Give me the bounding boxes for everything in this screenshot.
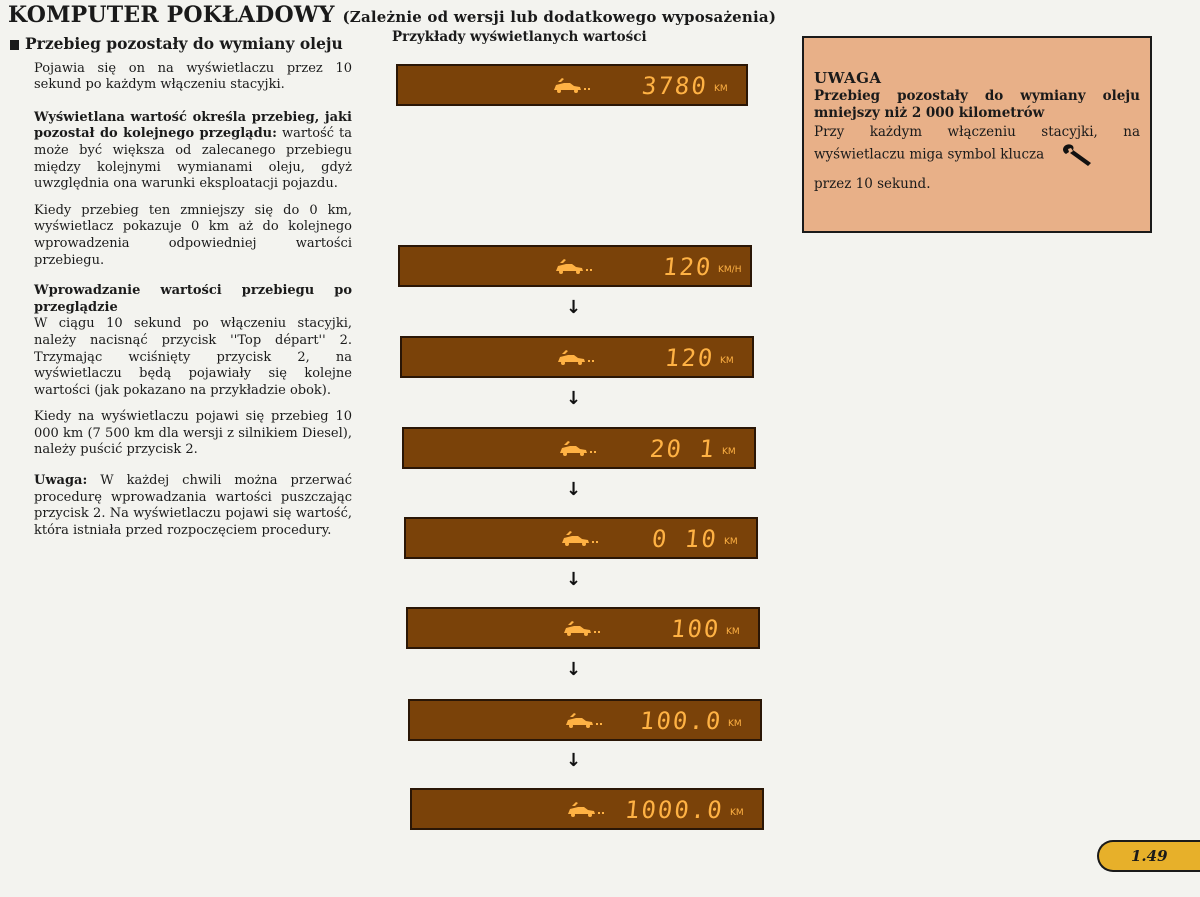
- lcd-display: [400, 336, 754, 378]
- lcd-display: [408, 699, 762, 741]
- paragraph-reset-procedure: W ciągu 10 sekund po włączeniu stacyjki, należy nacisnąć przycisk ''Top départ'' 2. Trzymając wciśnięty przycisk 2, na wyświetlaczu będą pojawiały się kolejne wartości (jak pokazano na przykładzie obok).: [34, 316, 352, 398]
- paragraph-caution: [34, 473, 352, 539]
- paragraph-value-meaning-text: wartość ta może być większa od zalecanego przebiegu między kolejnymi wymianami oleju, gdyż uwzględnia ona warunki eksploatacji pojazdu.: [34, 126, 352, 192]
- arrow-down-icon: ↓: [566, 297, 582, 318]
- lcd-value: 20 1: [648, 435, 718, 463]
- note-heading: UWAGA: [814, 69, 882, 87]
- paragraph-intro: Pojawia się on na wyświetlaczu przez 10 sekund po każdym włączeniu stacyjki.: [34, 60, 352, 93]
- note-text: [814, 122, 1140, 168]
- lcd-display: [404, 517, 758, 559]
- arrow-down-icon: ↓: [566, 569, 582, 590]
- paragraph-zero-km: Kiedy przebieg ten zmniejszy się do 0 km, wyświetlacz pokazuje 0 km aż do kolejnego wprowadzenia odpowiedniej wartości przebiegu.: [34, 202, 352, 268]
- subheading-reset: Wprowadzanie wartości przebiegu po przeglądzie: [34, 283, 352, 315]
- oil-service-car-icon: [550, 257, 594, 275]
- oil-service-car-icon: [562, 800, 606, 818]
- arrow-down-icon: ↓: [566, 750, 582, 771]
- lcd-value: 100: [669, 615, 722, 643]
- arrow-down-icon: ↓: [566, 659, 582, 680]
- page-title-main: KOMPUTER POKŁADOWY: [8, 2, 335, 28]
- lcd-value: 3780: [640, 72, 710, 100]
- left-column: [10, 36, 352, 549]
- oil-service-car-icon: [554, 439, 598, 457]
- page-title-sub: (Zależnie od wersji lub dodatkowego wyposażenia): [342, 8, 777, 26]
- lcd-unit: KM: [722, 447, 736, 457]
- note-text-1: Przy każdym włączeniu stacyjki, na wyświetlaczu miga symbol klucza: [814, 124, 1140, 163]
- arrow-down-icon: ↓: [566, 479, 582, 500]
- lcd-unit: KM: [728, 719, 742, 729]
- lcd-value: 120: [663, 344, 716, 372]
- lcd-unit: KM: [726, 627, 740, 637]
- page-title: [8, 2, 776, 28]
- lcd-display: [396, 64, 748, 106]
- wrench-icon: [1060, 142, 1094, 168]
- section-heading: [10, 36, 352, 53]
- paragraph-value-meaning: [34, 110, 352, 193]
- lcd-unit: KM/H: [718, 265, 742, 275]
- examples-heading: Przykłady wyświetlanych wartości: [392, 29, 647, 45]
- lcd-value: 120: [661, 253, 714, 281]
- paragraph-release-button: Kiedy na wyświetlaczu pojawi się przebieg 10 000 km (7 500 km dla wersji z silnikiem Diesel), należy puścić przycisk 2.: [34, 409, 352, 458]
- lcd-display: [402, 427, 756, 469]
- lcd-display: [410, 788, 764, 830]
- oil-service-car-icon: [560, 711, 604, 729]
- lcd-unit: KM: [730, 808, 744, 818]
- lcd-unit: KM: [724, 537, 738, 547]
- paragraph-caution-text: W każdej chwili można przerwać procedurę wprowadzania wartości puszczając przycisk 2. Na wyświetlaczu pojawi się wartość, która istniała przed rozpoczęciem procedury.: [34, 473, 353, 538]
- lcd-value: 1000.0: [623, 796, 726, 824]
- note-bold-text: Przebieg pozostały do wymiany oleju mniejszy niż 2 000 kilometrów: [814, 88, 1140, 121]
- page-number: 1.49: [1097, 840, 1200, 872]
- oil-service-car-icon: [556, 529, 600, 547]
- lcd-value: 0 10: [650, 525, 720, 553]
- lcd-display: [406, 607, 760, 649]
- arrow-down-icon: ↓: [566, 388, 582, 409]
- paragraph-value-meaning-bold: Wyświetlana wartość określa przebieg, jaki pozostał do kolejnego przeglądu:: [34, 109, 352, 142]
- note-box: [802, 36, 1152, 233]
- oil-service-car-icon: [552, 348, 596, 366]
- section-heading-text: Przebieg pozostały do wymiany oleju: [25, 34, 343, 53]
- lcd-unit: KM: [720, 356, 734, 366]
- lcd-value: 100.0: [638, 707, 724, 735]
- bullet-square-icon: [10, 40, 19, 50]
- note-text-2: przez 10 sekund.: [814, 176, 931, 192]
- lcd-unit: KM: [714, 84, 728, 94]
- paragraph-caution-bold: Uwaga:: [34, 473, 88, 489]
- lcd-display: [398, 245, 752, 287]
- oil-service-car-icon: [558, 619, 602, 637]
- oil-service-car-icon: [548, 76, 592, 94]
